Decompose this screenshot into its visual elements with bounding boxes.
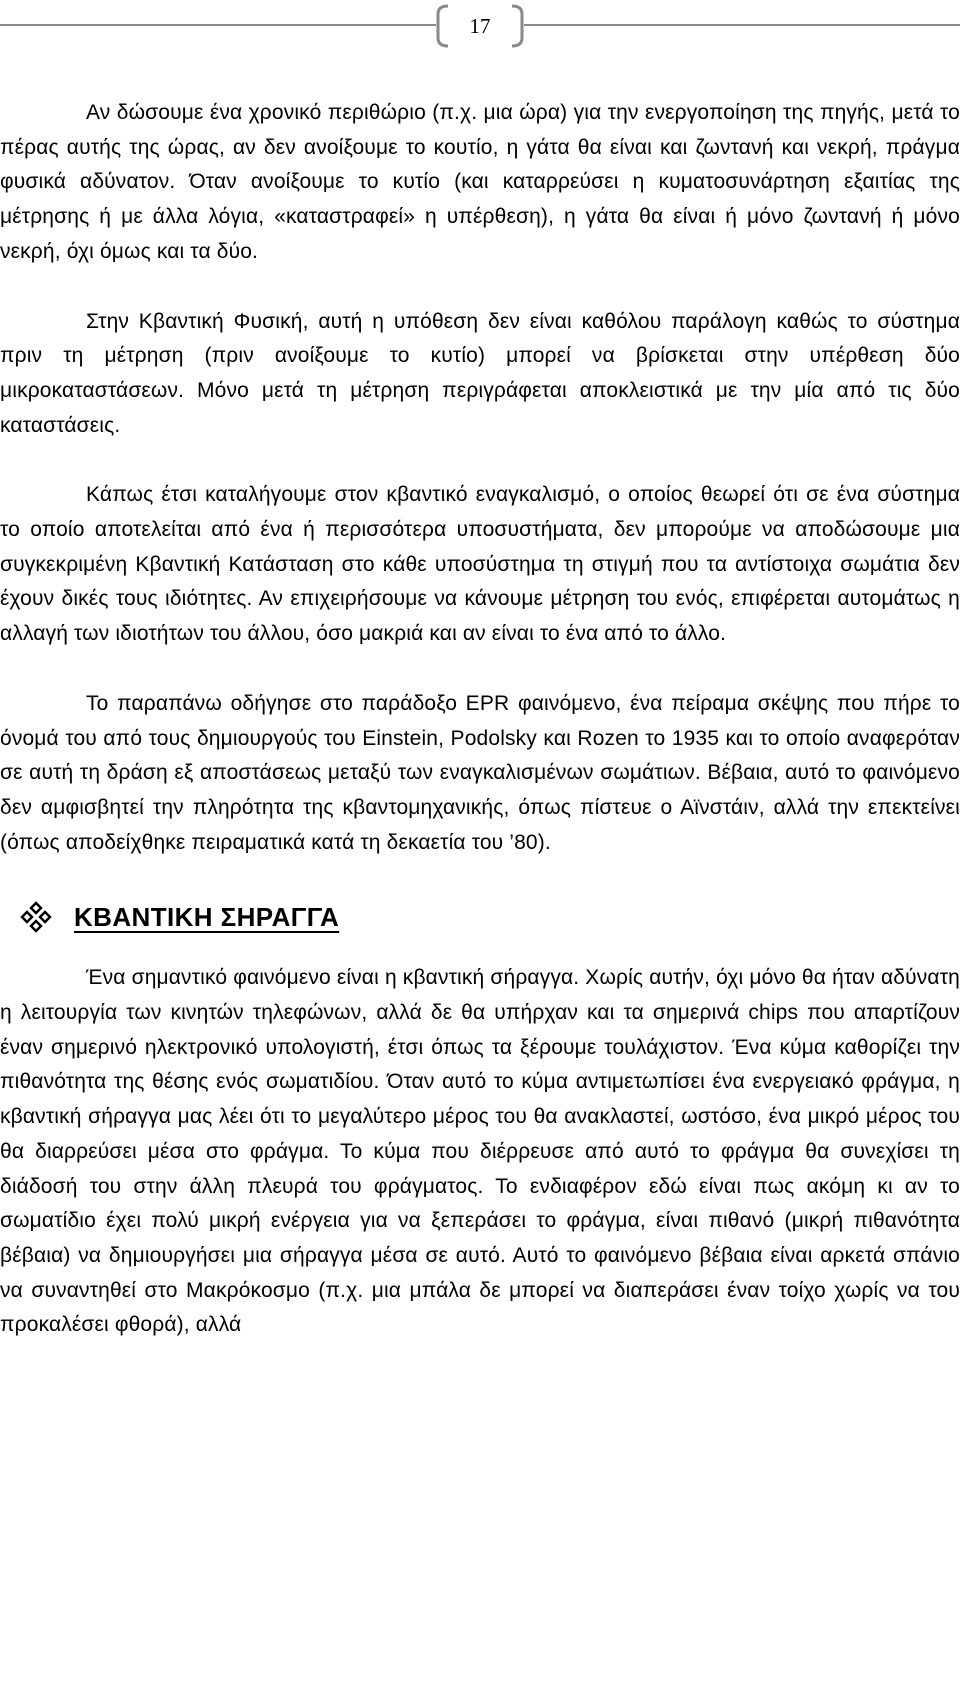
paragraph-1: Αν δώσουμε ένα χρονικό περιθώριο (π.χ. μια ώρα) για την ενεργοποίηση της πηγής, μετά το πέρας αυτής της ώρας, αν δεν ανοίξουμε το κουτίο, η γάτα θα είναι και ζωντανή και νεκρή, πράγμα φυσικά αδύνατον. Όταν ανοίξουμε το κυτίο (και καταρρεύσει η κυματοσυνάρτηση εξαιτίας της μέτρησης ή με άλλα λόγια, «καταστραφεί» η υπέρθεση), η γάτα θα είναι ή μόνο ζωντανή ή μόνο νεκρή, όχι όμως και τα δύο.: [0, 101, 960, 263]
page-number: 17: [469, 14, 491, 38]
paragraph-4: Το παραπάνω οδήγησε στο παράδοξο EPR φαινόμενο, ένα πείραμα σκέψης που πήρε το όνομά του από τους δημιουργούς του Einstein, Podolsky και Rozen το 1935 και το οποίο αναφερόταν σε αυτή τη δράση εξ αποστάσεως μεταξύ των εναγκαλισμένων σωμάτιων. Βέβαια, αυτό το φαινόμενο δεν αμφισβητεί την πληρότητα της κβαντομηχανικής, όπως πίστευε ο Αϊνστάιν, αλλά την επεκτείνει (όπως αποδείχθηκε πειραματικά κατά τη δεκαετία του ’80).: [0, 691, 960, 854]
page-number-box: [434, 4, 526, 48]
paragraph-2: Στην Κβαντική Φυσική, αυτή η υπόθεση δεν είναι καθόλου παράλογη καθώς το σύστημα πριν τη μέτρηση (πριν ανοίξουμε το κυτίο) μπορεί να βρίσκεται στην υπέρθεση δύο μικροκαταστάσεων. Μόνο μετά τη μέτρηση περιγράφεται αποκλειστικά με την μία από τις δύο καταστάσεις.: [0, 309, 960, 437]
paragraph-3: Κάπως έτσι καταλήγουμε στον κβαντικό εναγκαλισμό, ο οποίος θεωρεί ότι σε ένα σύστημα το οποίο αποτελείται από ένα ή περισσότερα υποσυστήματα, δεν μπορούμε να αποδώσουμε μια συγκεκριμένη Κβαντική Κατάσταση στο κάθε υποσύστημα τη στιγμή που τα αντίστοιχα σωμάτια δεν έχουν δικές τους ιδιότητες. Αν επιχειρήσουμε να κάνουμε μέτρηση του ενός, επιφέρεται αυτομάτως η αλλαγή των ιδιοτήτων του άλλου, όσο μακριά και αν είναι το ένα από το άλλο.: [0, 483, 960, 646]
section-title: ΚΒΑΝΤΙΚΗ ΣΗΡΑΓΓΑ: [74, 902, 340, 932]
header-rule-left: [0, 24, 436, 26]
four-diamond-bullet-icon: [20, 901, 52, 933]
document-body: [0, 96, 960, 1378]
paragraph-5: Ένα σημαντικό φαινόμενο είναι η κβαντική σήραγγα. Χωρίς αυτήν, όχι μόνο θα ήταν αδύνατη η λειτουργία των κινητών τηλεφώνων, αλλά δε θα υπήρχαν και τα σημερινά chips που απαρτίζουν έναν σημερινό ηλεκτρονικό υπολογιστή, έτσι όπως τα ξέρουμε τουλάχιστον. Ένα κύμα καθορίζει την πιθανότητα της θέσης ενός σωματιδίου. Όταν αυτό το κύμα αντιμετωπίσει ένα ενεργειακό φράγμα, η κβαντική σήραγγα μας λέει ότι το μεγαλύτερο μέρος του θα ανακλαστεί, ωστόσο, ένα μικρό μέρος του θα διαρρεύσει μέσα στο φράγμα. Το κύμα που διέρρευσε από αυτό το φράγμα θα συνεχίσει τη διάδοσή του στην άλλη πλευρά του φράγματος. Το ενδιαφέρον εδώ είναι πως ακόμη κι αν το σωματίδιο έχει πολύ μικρή ενέργεια για να ξεπεράσει το φράγμα, είναι πιθανό (μικρή πιθανότητα βέβαια) να δημιουργήσει μια σήραγγα μέσα σε αυτό. Αυτό το φαινόμενο βέβαια είναι αρκετά σπάνιο να συναντηθεί στο Μακρόκοσμο (π.χ. μια μπάλα δε μπορεί να διαπεράσει έναν τοίχο χωρίς να του προκαλέσει φθορά), αλλά: [0, 966, 960, 1337]
header-rule-right: [524, 24, 960, 26]
page-header: [0, 0, 960, 60]
section-heading: [20, 895, 960, 939]
